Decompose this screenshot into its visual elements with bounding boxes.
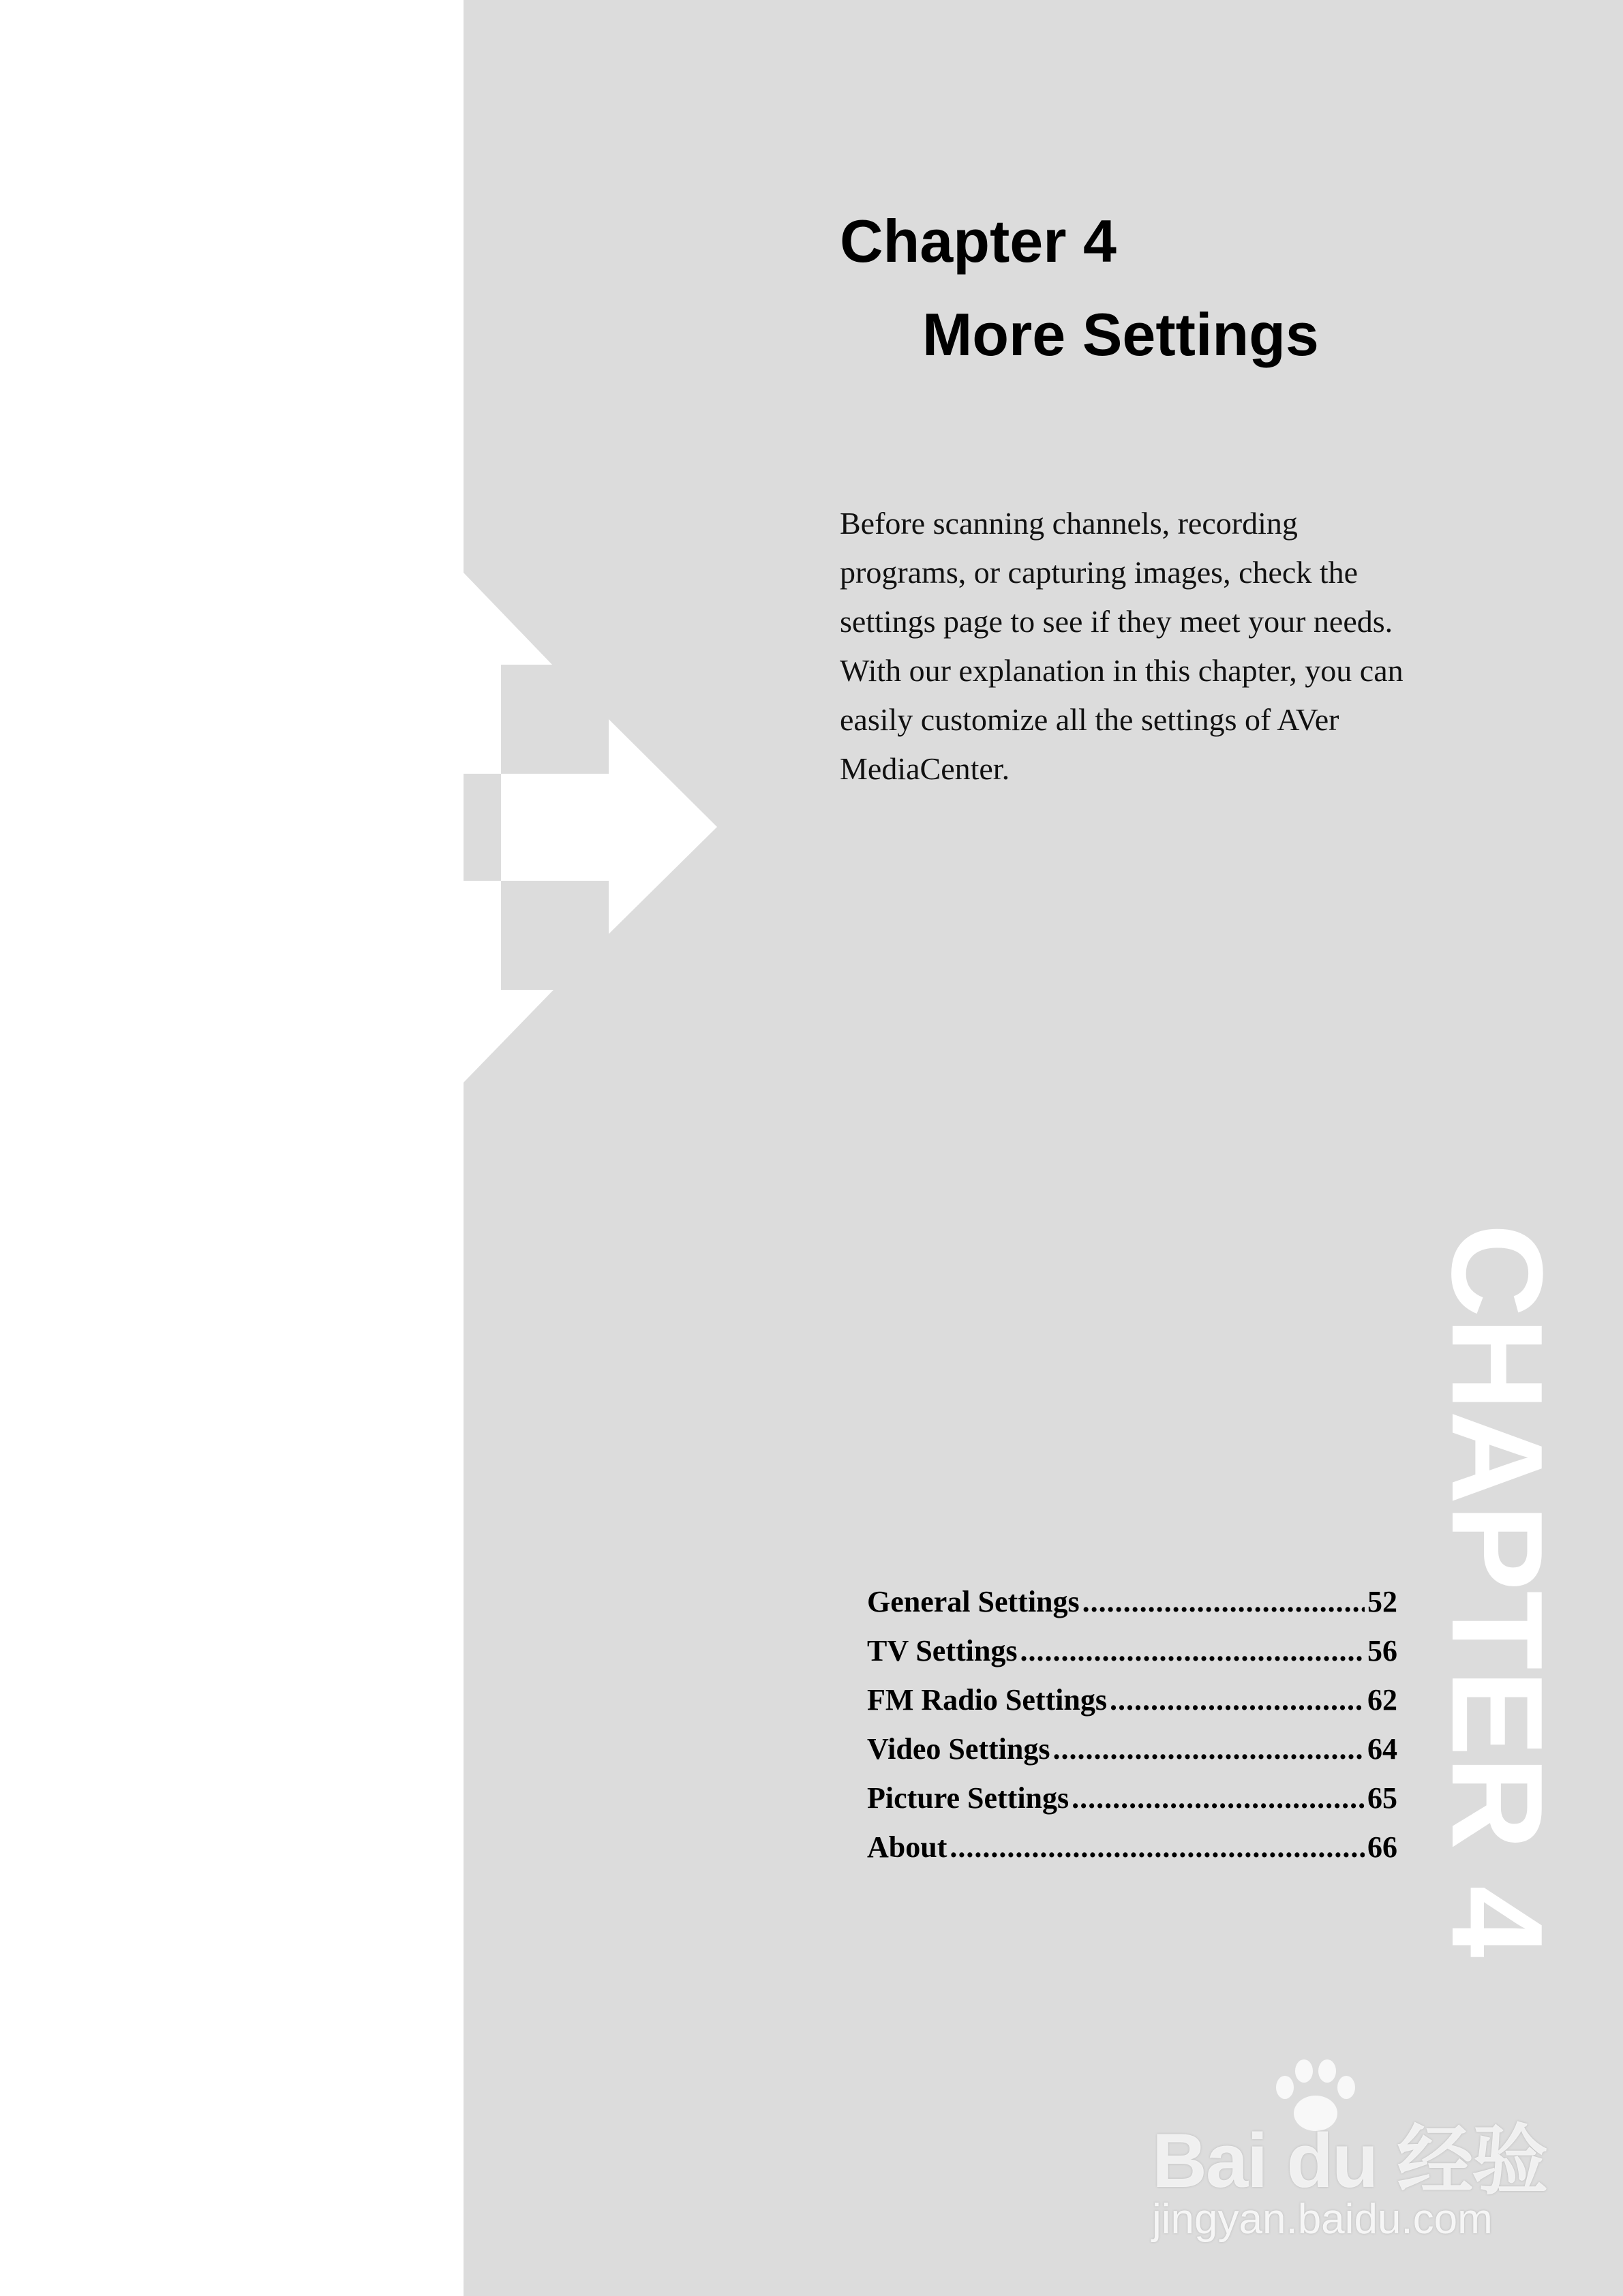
vertical-chapter-label: CHAPTER 4 bbox=[1425, 1224, 1569, 1958]
toc-entry-page: 52 bbox=[1367, 1585, 1397, 1618]
intro-paragraph bbox=[840, 499, 1453, 794]
upper-arrow-shape bbox=[464, 573, 552, 774]
table-of-contents bbox=[867, 1584, 1397, 1879]
toc-entry-picture-settings[interactable] bbox=[867, 1781, 1397, 1830]
toc-entry-title: Picture Settings bbox=[867, 1781, 1070, 1815]
toc-entry-general-settings[interactable] bbox=[867, 1584, 1397, 1633]
watermark-url: jingyan.baidu.com bbox=[1152, 2196, 1493, 2243]
toc-entry-title: FM Radio Settings bbox=[867, 1683, 1107, 1717]
toc-entry-page: 62 bbox=[1367, 1683, 1397, 1717]
toc-entry-video-settings[interactable] bbox=[867, 1732, 1397, 1781]
lower-arrow-shape bbox=[464, 881, 553, 1083]
intro-line: easily customize all the settings of AVer bbox=[840, 702, 1339, 737]
toc-entry-page: 64 bbox=[1367, 1732, 1397, 1766]
toc-entry-about[interactable] bbox=[867, 1830, 1397, 1879]
intro-line: settings page to see if they meet your needs. bbox=[840, 604, 1393, 639]
chapter-title: More Settings bbox=[922, 301, 1319, 368]
baidu-watermark bbox=[1152, 2059, 1547, 2243]
toc-entry-page: 56 bbox=[1367, 1634, 1397, 1667]
toc-entry-title: Video Settings bbox=[867, 1732, 1050, 1766]
toc-leader-dots bbox=[1082, 1584, 1365, 1619]
toc-entry-page: 66 bbox=[1367, 1830, 1397, 1864]
intro-line: With our explanation in this chapter, you can bbox=[840, 653, 1404, 688]
toc-entry-title: About bbox=[867, 1830, 947, 1864]
toc-entry-fm-radio-settings[interactable] bbox=[867, 1682, 1397, 1732]
toc-entry-page: 65 bbox=[1367, 1781, 1397, 1815]
toc-entry-title: TV Settings bbox=[867, 1634, 1018, 1667]
chapter-number: Chapter 4 bbox=[840, 207, 1117, 275]
toc-entry-title: General Settings bbox=[867, 1585, 1080, 1618]
toc-leader-dots bbox=[1053, 1732, 1365, 1766]
toc-leader-dots bbox=[1020, 1633, 1365, 1668]
toc-entry-tv-settings[interactable] bbox=[867, 1633, 1397, 1682]
intro-line: MediaCenter. bbox=[840, 751, 1010, 786]
right-arrow-shape bbox=[501, 719, 717, 934]
watermark-logo: Bai du 经验 bbox=[1152, 2118, 1547, 2203]
toc-leader-dots bbox=[1110, 1682, 1365, 1717]
intro-line: Before scanning channels, recording bbox=[840, 506, 1298, 541]
toc-leader-dots bbox=[1072, 1781, 1365, 1815]
intro-line: programs, or capturing images, check the bbox=[840, 555, 1359, 590]
toc-leader-dots bbox=[950, 1830, 1365, 1864]
